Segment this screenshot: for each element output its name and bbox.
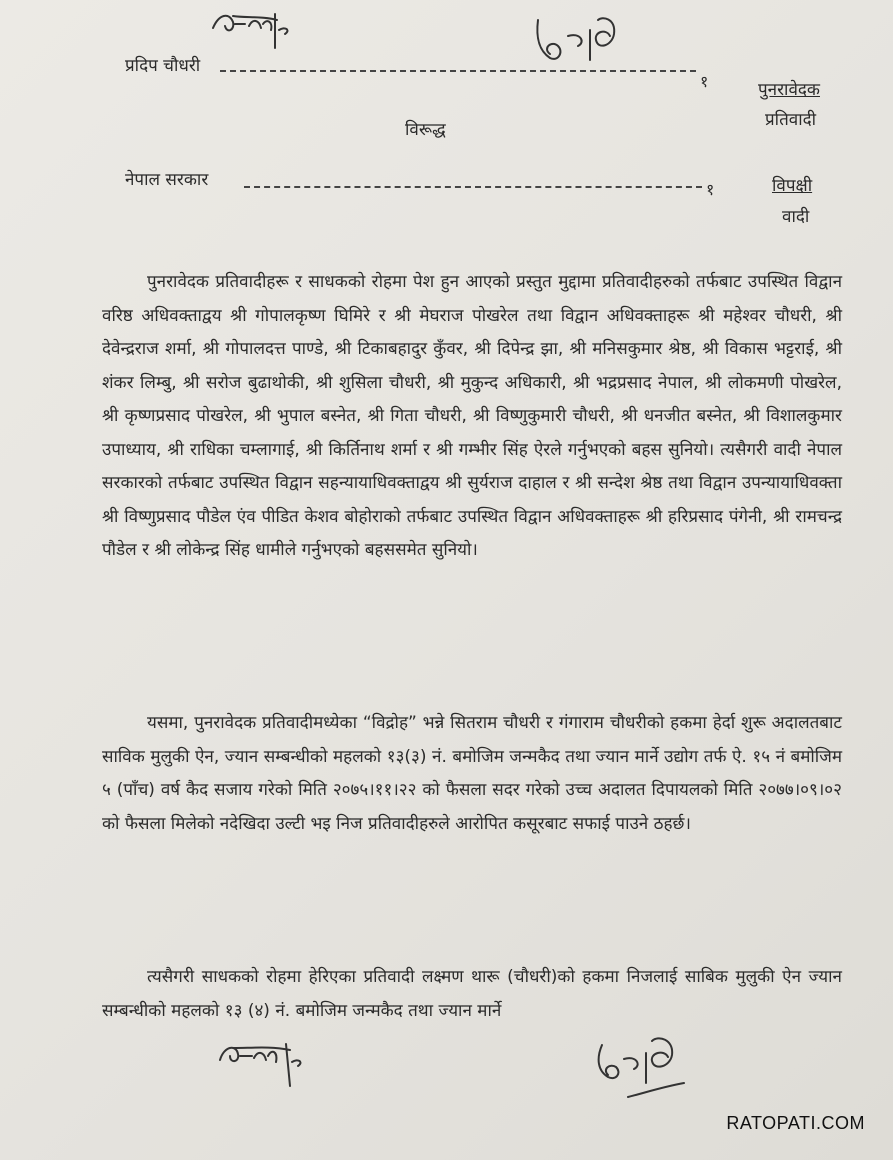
respondent-count: १: [706, 180, 715, 199]
watermark-ratopati: RATOPATI.COM: [726, 1113, 865, 1133]
respondent-role-2: वादी: [782, 207, 810, 227]
respondent-dash-line: [244, 186, 702, 188]
appellant-name: प्रदिप चौधरी: [125, 56, 201, 76]
paragraph-verdict: यसमा, पुनरावेदक प्रतिवादीमध्येका “विद्रोह” भन्ने सितराम चौधरी र गंगाराम चौधरीको हकमा हेर्दा शुरू अदालतबाट साविक मुलुकी ऐन, ज्यान सम्बन्धीको महलको १३(३) नं. बमोजिम जन्मकैद तथा ज्यान मार्ने उद्योग तर्फ ऐ. १५ नं बमोजिम ५ (पाँच) वर्ष कैद सजाय गरेको मिति २०७५।११।२२ को फैसला सदर गरेको उच्च अदालत दिपायलको मिति २०७७।०९।०२ को फैसला मिलेको नदेखिदा उल्टी भइ निज प्रतिवादीहरुले आरोपित कसूरबाट सफाई पाउने ठहर्छ।: [102, 713, 842, 834]
appellant-count: १: [700, 72, 709, 91]
appellant-role-1: पुनरावेदक: [758, 80, 820, 100]
paragraph-hearing: पुनरावेदक प्रतिवादीहरू र साधकको रोहमा पेश हुन आएको प्रस्तुत मुद्दामा प्रतिवादीहरुको तर्फबाट उपस्थित विद्वान वरिष्ठ अधिवक्ताद्वय श्री गोपालकृष्ण घिमिरे र श्री मेघराज पोखरेल तथा विद्वान अधिवक्ताहरू श्री महेश्वर चौधरी, श्री देवेन्द्रराज शर्मा, श्री गोपालदत्त पाण्डे, श्री टिकाबहादुर कुँवर, श्री दिपेन्द्र झा, श्री मनिसकुमार श्रेष्ठ, श्री विकास भट्टराई, श्री शंकर लिम्बु, श्री सरोज बुढाथोकी, श्री शुसिला चौधरी, श्री मुकुन्द अधिकारी, श्री भद्रप्रसाद नेपाल, श्री लोकमणी पोखरेल, श्री कृष्णप्रसाद पोखरेल, श्री भुपाल बस्नेत, श्री गिता चौधरी, श्री विष्णुकुमारी चौधरी, श्री धनजीत बस्नेत, श्री विशालकुमार उपाध्याय, श्री राधिका चम्लागाई, श्री किर्तिनाथ शर्मा र श्री गम्भीर सिंह ऐरले गर्नुभएको बहस सुनियो। त्यसैगरी वादी नेपाल सरकारको तर्फबाट उपस्थित विद्वान सहन्यायाधिवक्ताद्वय श्री सुर्यराज दाहाल र श्री सन्देश श्रेष्ठ तथा विद्वान उपन्यायाधिवक्ता श्री विष्णुप्रसाद पौडेल एंव पीडित केशव बोहोराको तर्फबाट उपस्थित विद्वान अधिवक्ताहरू श्री हरिप्रसाद पंगेनी, श्री रामचन्द्र पौडेल र श्री लोकेन्द्र सिंह धामीले गर्नुभएको बहससमेत सुनियो।: [102, 272, 842, 560]
signature-top-left: [205, 4, 305, 52]
paragraph-confirmation: त्यसैगरी साधकको रोहमा हेरिएका प्रतिवादी लक्ष्मण थारू (चौधरी)को हकमा निजलाई साबिक मुलुकी ऐन ज्यान सम्बन्धीको महलको १३ (४) नं. बमोजिम जन्मकैद तथा ज्यान मार्ने: [102, 967, 842, 1021]
signature-top-right: [528, 6, 628, 68]
respondent-role-1: विपक्षी: [772, 176, 813, 196]
versus-label: विरूद्ध: [405, 120, 446, 140]
signature-bottom-right: [588, 1025, 698, 1103]
appellant-dash-line: [220, 70, 696, 72]
appellant-role-2: प्रतिवादी: [765, 110, 817, 130]
respondent-name: नेपाल सरकार: [125, 170, 209, 190]
signature-bottom-left: [212, 1030, 312, 1088]
